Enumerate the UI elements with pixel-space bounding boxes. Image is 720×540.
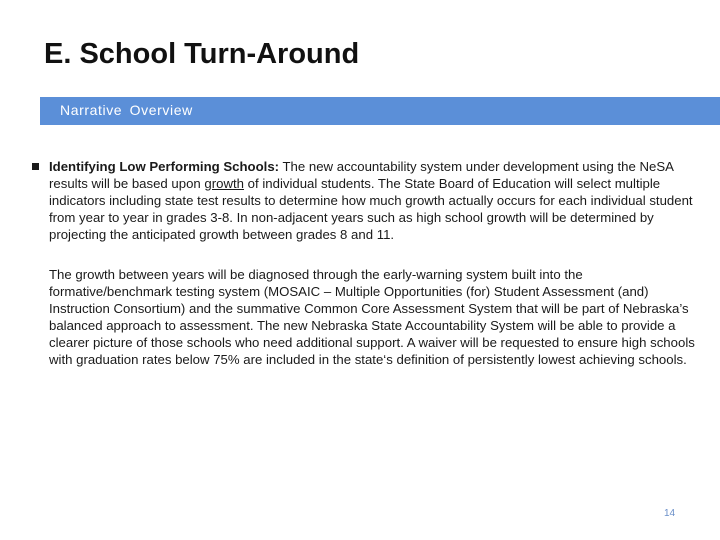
bullet-text: [49, 158, 701, 243]
page-number: 14: [664, 508, 676, 519]
subtitle-text: Narrative Overview: [60, 102, 193, 118]
bullet-paragraph: [31, 158, 701, 243]
slide-title: E. School Turn-Around: [44, 38, 360, 70]
bullet-text-before: The new accountability system under development using the NeSA results will be based upon: [49, 159, 674, 191]
bullet-lead: Identifying Low Performing Schools:: [49, 159, 280, 174]
bullet-underlined-word: growth: [204, 176, 245, 191]
subtitle-band: [40, 97, 720, 125]
body-content: [31, 158, 701, 368]
bullet-text-after: of individual students. The State Board of Education will select multiple indicators including state test results to determine how much growth actually occurs for each individual student from year to year in grades 3-8. In non-adjacent years such as high school growth will be determined by projecting the anticipated growth between grades 8 and 11.: [49, 176, 693, 242]
second-paragraph: The growth between years will be diagnosed through the early-warning system built into the formative/benchmark testing system (MOSAIC – Multiple Opportunities (for) Student Assessment (and) Instruction Consortium) and the summative Common Core Assessment System that will be part of Nebraska’s balanced approach to assessment. The new Nebraska State Accountability System will be able to provide a clearer picture of those schools who need additional support. A waiver will be requested to ensure high schools with graduation rates below 75% are included in the state‘s definition of persistently lowest achieving schools.: [49, 267, 695, 367]
square-bullet-icon: [32, 163, 39, 170]
